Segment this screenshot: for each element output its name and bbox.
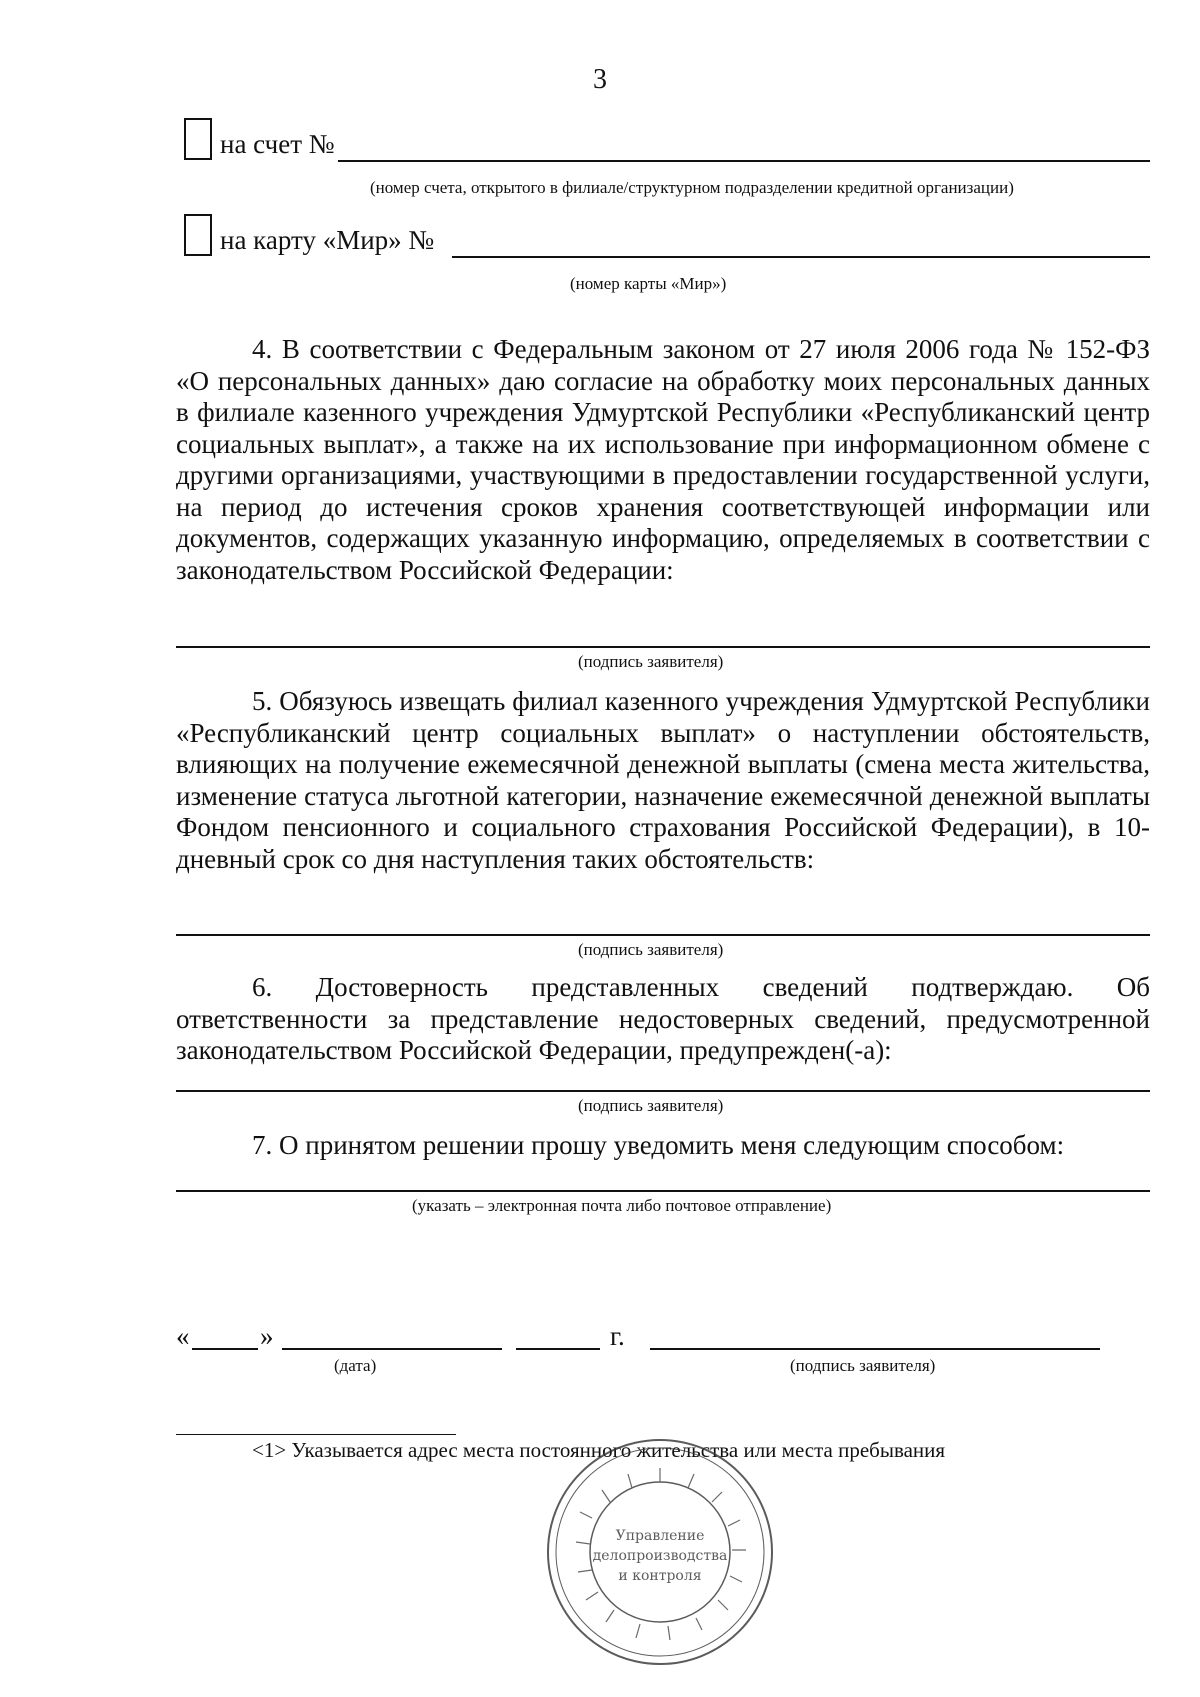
- footnote-rule: [176, 1434, 456, 1435]
- account-checkbox[interactable]: [184, 118, 212, 160]
- signature-line-5[interactable]: [176, 934, 1150, 936]
- paragraph-6-text: 6. Достоверность представленных сведений подтверждаю. Об ответственности за представление недостоверных сведений, предусмотренной законодательством Российской Федерации, предупрежден(-а):: [176, 972, 1150, 1065]
- date-signature-row: [176, 1316, 1150, 1356]
- account-number-field[interactable]: [338, 160, 1150, 162]
- paragraph-4-text: 4. В соответствии с Федеральным законом от 27 июля 2006 года № 152-ФЗ «О персональных данных» даю согласие на обработку моих персональных данных в филиале казенного учреждения Удмуртской Республики «Республиканский центр социальных выплат», а также на их использование при информационном обмене с другими организациями, участвующими в предоставлении государственной услуги, на период до истечения сроков хранения соответствующей информации или документов, содержащих указанную информацию, определяемых в соответствии с законодательством Российской Федерации:: [176, 334, 1150, 585]
- mir-card-label: на карту «Мир» №: [220, 225, 435, 255]
- paragraph-4: [176, 334, 1150, 586]
- account-label: на счет №: [220, 129, 335, 159]
- day-field[interactable]: [192, 1348, 258, 1350]
- signature-line-4[interactable]: [176, 646, 1150, 648]
- final-signature-caption: (подпись заявителя): [790, 1356, 936, 1375]
- open-quote: «: [176, 1321, 190, 1351]
- official-seal: [540, 1432, 780, 1672]
- option-account: [184, 118, 1150, 162]
- signature-caption-6: (подпись заявителя): [578, 1096, 724, 1115]
- paragraph-6: [176, 972, 1150, 1067]
- close-quote: »: [260, 1321, 274, 1351]
- stamp-line-1: Управление: [615, 1528, 705, 1544]
- signature-line-6[interactable]: [176, 1090, 1150, 1092]
- option-mir-card: [184, 214, 1150, 258]
- month-field[interactable]: [282, 1348, 502, 1350]
- paragraph-5-text: 5. Обязуюсь извещать филиал казенного учреждения Удмуртской Республики «Республиканский центр социальных выплат» о наступлении обстоятельств, влияющих на получение ежемесячной денежной выплаты (смена места жительства, изменение статуса льготной категории, назначение ежемесячной денежной выплаты Фондом пенсионного и социального страхования Российской Федерации), в 10-дневный срок со дня наступления таких обстоятельств:: [176, 686, 1150, 874]
- stamp-line-3: и контроля: [618, 1568, 702, 1584]
- account-caption: (номер счета, открытого в филиале/структурном подразделении кредитной организации): [370, 178, 1014, 197]
- mir-card-number-field[interactable]: [452, 256, 1150, 258]
- applicant-signature-field[interactable]: [650, 1348, 1100, 1350]
- notify-method-line[interactable]: [176, 1190, 1150, 1192]
- paragraph-7: [176, 1130, 1150, 1162]
- stamp-line-2: делопроизводства: [592, 1548, 728, 1564]
- mir-card-checkbox[interactable]: [184, 214, 212, 256]
- paragraph-7-text: 7. О принятом решении прошу уведомить меня следующим способом:: [252, 1130, 1065, 1160]
- year-field[interactable]: [516, 1348, 600, 1350]
- paragraph-5: [176, 686, 1150, 875]
- date-caption: (дата): [334, 1356, 377, 1375]
- year-suffix: г.: [610, 1321, 625, 1351]
- notify-method-caption: (указать – электронная почта либо почтовое отправление): [412, 1196, 832, 1215]
- mir-card-caption: (номер карты «Мир»): [570, 274, 727, 293]
- page-number: 3: [593, 64, 607, 95]
- footnote-text: <1> Указывается адрес места постоянного жительства или места пребывания: [252, 1438, 946, 1462]
- signature-caption-4: (подпись заявителя): [578, 652, 724, 671]
- signature-caption-5: (подпись заявителя): [578, 940, 724, 959]
